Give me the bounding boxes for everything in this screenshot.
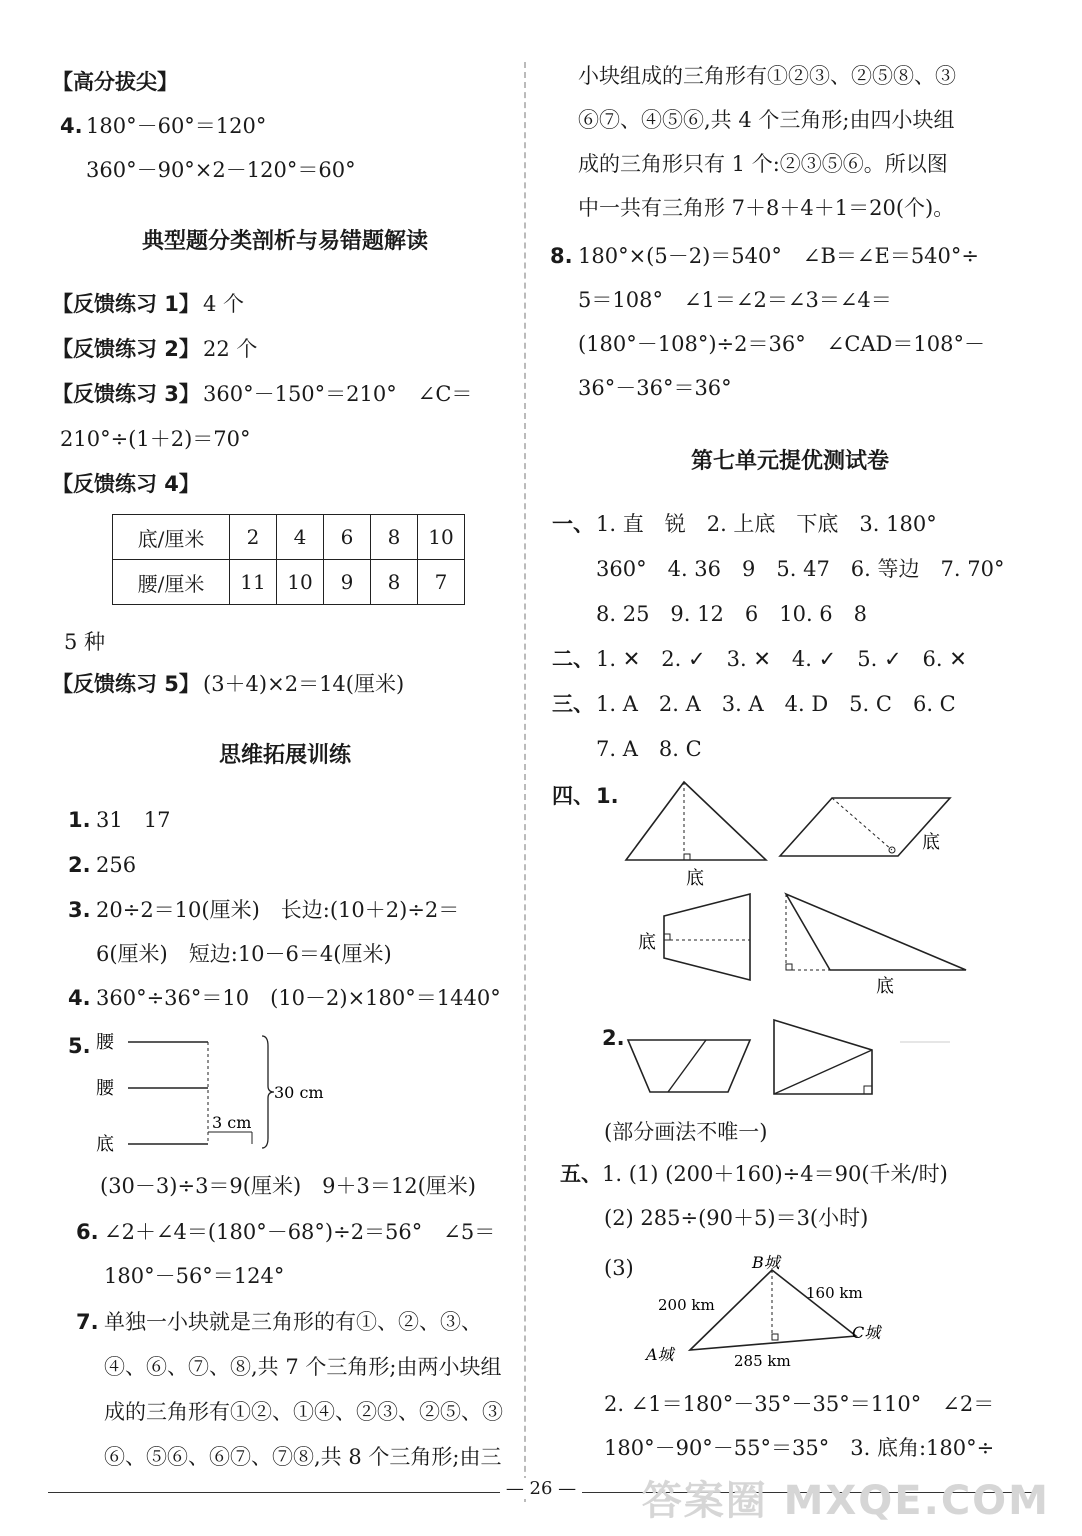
fk1-answer: 4 个 <box>203 292 245 316</box>
q6-num: 6. <box>76 1220 99 1244</box>
table-cell: 8 <box>371 515 418 560</box>
q8-line1: 180°×(5－2)＝540° ∠B＝∠E＝540°÷ <box>578 244 979 268</box>
fk2-label: 【反馈练习 2】 <box>52 337 200 361</box>
table-cell: 腰/厘米 <box>113 560 230 605</box>
fk1-label: 【反馈练习 1】 <box>52 292 200 316</box>
base-label: 底 <box>686 868 704 889</box>
s4-label: 四、 <box>552 784 594 808</box>
s4-q2: 2. <box>602 1026 625 1050</box>
q2-answer: 256 <box>96 853 137 877</box>
q5-line-diagram <box>90 1026 350 1156</box>
base-label: 底 <box>638 932 656 953</box>
height-figures <box>600 776 1020 996</box>
fk3-label: 【反馈练习 3】 <box>52 382 200 406</box>
s1-line2: 360° 4. 36 9 5. 47 6. 等边 7. 70° <box>596 557 1005 581</box>
s3-label: 三、 <box>552 692 594 716</box>
table-cell: 10 <box>418 515 465 560</box>
five-kinds: 5 种 <box>64 630 106 654</box>
s2-line1: 1. ✕ 2. ✓ 3. ✕ 4. ✓ 5. ✓ 6. ✕ <box>596 647 967 671</box>
s5-q2-line1: 2. ∠1＝180°－35°－35°＝110° ∠2＝ <box>604 1392 995 1416</box>
page-number: — 26 — <box>0 1478 1082 1499</box>
fk5-label: 【反馈练习 5】 <box>52 672 200 696</box>
q8-num: 8. <box>550 244 573 268</box>
s4-q1: 1. <box>596 784 619 808</box>
s3-line2: 7. A 8. C <box>596 737 702 761</box>
q3-line1: 20÷2＝10(厘米) 长边:(10＋2)÷2＝ <box>96 898 460 922</box>
fk3-answer: 360°－150°＝210° ∠C＝ <box>203 382 473 406</box>
q8-line3: (180°－108°)÷2＝36° ∠CAD＝108°－ <box>578 332 985 356</box>
q3-line2: 6(厘米) 短边:10－6＝4(厘米) <box>96 942 392 966</box>
base-label: 底 <box>876 976 894 996</box>
city-map <box>644 1250 904 1370</box>
q1-answer: 31 17 <box>96 808 171 832</box>
column-divider <box>524 62 526 1502</box>
table-cell: 6 <box>324 515 371 560</box>
note-not-unique: (部分画法不唯一) <box>604 1120 768 1144</box>
q3-num: 3. <box>68 898 91 922</box>
q5-diff: 3 cm <box>212 1113 252 1132</box>
s2-label: 二、 <box>552 647 594 671</box>
fk3-line2: 210°÷(1＋2)＝70° <box>60 427 251 451</box>
s5-label: 五、 <box>560 1162 602 1186</box>
q7-line1: 单独一小块就是三角形的有①、②、③、 <box>104 1310 482 1334</box>
q7-cont-line4: 中一共有三角形 7＋8＋4＋1＝20(个)。 <box>578 196 955 220</box>
q1-num: 1. <box>68 808 91 832</box>
base-label: 底 <box>922 832 940 853</box>
city-c: C城 <box>852 1323 881 1342</box>
fk2-answer: 22 个 <box>203 337 258 361</box>
s1-line3: 8. 25 9. 12 6 10. 6 8 <box>596 602 868 626</box>
s5-line3: (3) <box>604 1256 634 1280</box>
table-cell: 10 <box>277 560 324 605</box>
table-cell: 4 <box>277 515 324 560</box>
q4-answer: 360°÷36°＝10 (10－2)×180°＝1440° <box>96 986 501 1010</box>
city-a: A城 <box>646 1345 674 1364</box>
q7-cont-line2: ⑥⑦、④⑤⑥,共 4 个三角形;由四小块组 <box>578 108 955 132</box>
cut-figures <box>620 1016 980 1106</box>
heading-thinking: 思维拓展训练 <box>218 743 351 768</box>
q6-line1: ∠2＋∠4＝(180°－68°)÷2＝56° ∠5＝ <box>104 1220 496 1244</box>
s5-line1: 1. (1) (200＋160)÷4＝90(千米/时) <box>602 1162 948 1186</box>
q5-line: (30－3)÷3＝9(厘米) 9＋3＝12(厘米) <box>100 1174 476 1198</box>
q7-cont-line3: 成的三角形只有 1 个:②③⑤⑥。所以图 <box>578 152 948 176</box>
s5-line2: (2) 285÷(90＋5)＝3(小时) <box>604 1206 869 1230</box>
section-gaofen: 【高分拔尖】 <box>52 70 178 94</box>
base-leg-table <box>112 514 465 605</box>
q5-yao1: 腰 <box>96 1032 114 1053</box>
q6-line2: 180°－56°＝124° <box>104 1264 285 1288</box>
s3-line1: 1. A 2. A 3. A 4. D 5. C 6. C <box>596 692 956 716</box>
dist-bc: 160 km <box>806 1284 863 1302</box>
table-cell: 底/厘米 <box>113 515 230 560</box>
watermark: 答案圈 MXQE.COM <box>641 1478 1050 1524</box>
q7-line3: 成的三角形有①②、①④、②③、②⑤、③ <box>104 1400 503 1424</box>
q8-line2: 5＝108° ∠1＝∠2＝∠3＝∠4＝ <box>578 288 892 312</box>
q4-num: 4. <box>68 986 91 1010</box>
city-b: B城 <box>752 1253 780 1272</box>
q5-di: 底 <box>96 1134 114 1155</box>
s1-line1: 1. 直 锐 2. 上底 下底 3. 180° <box>596 512 937 536</box>
q7-line2: ④、⑥、⑦、⑧,共 7 个三角形;由两小块组 <box>104 1355 502 1379</box>
q5-yao2: 腰 <box>96 1078 114 1099</box>
gf4-num: 4. <box>60 114 83 138</box>
heading-typical: 典型题分类剖析与易错题解读 <box>141 229 428 254</box>
table-cell: 7 <box>418 560 465 605</box>
gf4-line2: 360°－90°×2－120°＝60° <box>86 158 356 182</box>
table-cell: 2 <box>230 515 277 560</box>
q5-total: 30 cm <box>274 1083 324 1102</box>
fk4-label: 【反馈练习 4】 <box>52 472 200 496</box>
table-cell: 11 <box>230 560 277 605</box>
dist-ac: 285 km <box>734 1352 791 1370</box>
s1-label: 一、 <box>552 512 594 536</box>
heading-unit7: 第七单元提优测试卷 <box>690 449 889 474</box>
table-cell: 8 <box>371 560 418 605</box>
fk5-answer: (3＋4)×2＝14(厘米) <box>203 672 405 696</box>
q7-line4: ⑥、⑤⑥、⑥⑦、⑦⑧,共 8 个三角形;由三 <box>104 1445 502 1469</box>
dist-ab: 200 km <box>658 1296 715 1314</box>
q8-line4: 36°－36°＝36° <box>578 376 732 400</box>
q7-num: 7. <box>76 1310 99 1334</box>
s5-q2-line2: 180°－90°－55°＝35° 3. 底角:180°÷ <box>604 1436 995 1460</box>
q2-num: 2. <box>68 853 91 877</box>
table-cell: 9 <box>324 560 371 605</box>
q5-num: 5. <box>68 1034 91 1058</box>
q7-cont-line1: 小块组成的三角形有①②③、②⑤⑧、③ <box>578 64 956 88</box>
gf4-line1: 180°－60°＝120° <box>86 114 267 138</box>
